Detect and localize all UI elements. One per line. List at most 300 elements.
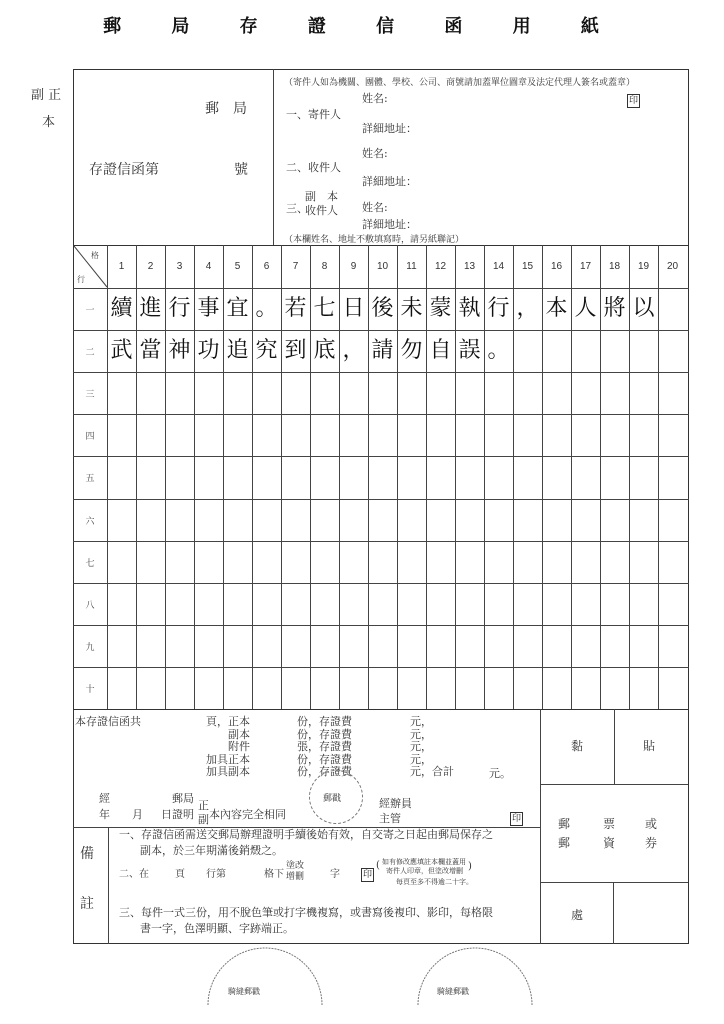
grid-cell[interactable]: 將 (603, 296, 626, 321)
grid-cell[interactable] (223, 547, 252, 577)
grid-cell[interactable] (542, 673, 571, 703)
grid-cell[interactable]: 以 (632, 296, 655, 321)
grid-cell[interactable]: 。 (487, 338, 510, 364)
stamp-text-6: 券 (645, 836, 658, 850)
grid-cell[interactable] (368, 420, 397, 450)
grid-cell[interactable] (223, 420, 252, 450)
grid-cell[interactable] (310, 631, 339, 661)
letter-number-prefix: 存證信函第 (89, 162, 159, 178)
grid-cell[interactable] (484, 378, 513, 408)
grid-cell[interactable] (165, 420, 194, 450)
grid-cell[interactable] (484, 673, 513, 703)
grid-cell[interactable] (542, 631, 571, 661)
grid-cell[interactable] (600, 547, 629, 577)
grid-cell[interactable] (223, 462, 252, 492)
grid-cell[interactable] (339, 547, 368, 577)
grid-cell[interactable] (368, 547, 397, 577)
grid-cell[interactable] (136, 420, 165, 450)
grid-cell[interactable] (194, 631, 223, 661)
grid-cell[interactable]: ， (342, 338, 365, 364)
grid-cell[interactable] (136, 631, 165, 661)
grid-cell[interactable] (542, 589, 571, 619)
grid-cell[interactable] (165, 462, 194, 492)
remark-2-row: 行第 (206, 869, 226, 880)
grid-cell[interactable] (310, 378, 339, 408)
grid-cell[interactable]: 請 (371, 338, 394, 364)
grid-cell[interactable] (252, 378, 281, 408)
remark-2-page: 頁 (175, 869, 185, 880)
grid-cell[interactable] (368, 462, 397, 492)
grid-cell[interactable]: 進 (139, 296, 162, 321)
grid-cell[interactable] (571, 547, 600, 577)
grid-cell[interactable] (165, 631, 194, 661)
grid-cell[interactable] (281, 547, 310, 577)
grid-cell[interactable]: 未 (400, 296, 423, 321)
grid-cell[interactable] (571, 462, 600, 492)
grid-cell[interactable] (600, 631, 629, 661)
grid-cell[interactable] (310, 547, 339, 577)
grid-row-line (73, 414, 689, 415)
grid-cell[interactable] (223, 505, 252, 535)
grid-cell[interactable] (165, 547, 194, 577)
grid-cell[interactable] (542, 420, 571, 450)
grid-cell[interactable] (107, 378, 136, 408)
grid-cell[interactable] (397, 420, 426, 450)
grid-cell[interactable] (600, 673, 629, 703)
grid-cell[interactable] (252, 673, 281, 703)
remark-2-note-3: 每頁至多不得逾二十字。 (396, 878, 473, 886)
grid-cell[interactable] (658, 378, 687, 408)
grid-cell[interactable] (107, 462, 136, 492)
grid-cell[interactable] (600, 505, 629, 535)
grid-cell[interactable] (513, 378, 542, 408)
grid-cell[interactable] (513, 462, 542, 492)
grid-cell[interactable]: 當 (139, 338, 162, 364)
grid-cell[interactable]: 蒙 (429, 296, 452, 321)
grid-cell[interactable]: 武 (110, 338, 133, 364)
grid-cell[interactable] (600, 420, 629, 450)
grid-cell[interactable] (484, 420, 513, 450)
paste-left-label: 黏 (571, 739, 584, 753)
grid-cell[interactable]: 到 (284, 338, 307, 364)
grid-cell[interactable] (455, 631, 484, 661)
letter-number-suffix: 號 (234, 162, 248, 178)
grid-cell[interactable] (455, 462, 484, 492)
grid-cell[interactable] (658, 462, 687, 492)
grid-cell[interactable] (194, 505, 223, 535)
grid-cell[interactable] (455, 505, 484, 535)
column-number: 5 (234, 261, 241, 272)
grid-cell[interactable] (426, 547, 455, 577)
year-label: 年 (99, 808, 110, 821)
grid-cell[interactable] (426, 420, 455, 450)
grid-cell[interactable] (426, 589, 455, 619)
grid-cell[interactable] (629, 631, 658, 661)
grid-cell[interactable] (542, 378, 571, 408)
remark-seal-box[interactable] (361, 862, 374, 882)
copy-recipient-address-field[interactable] (420, 214, 680, 228)
grid-cell[interactable] (397, 505, 426, 535)
column-number: 20 (666, 261, 679, 272)
grid-cell[interactable] (194, 378, 223, 408)
grid-cell[interactable] (542, 547, 571, 577)
grid-cell[interactable] (223, 589, 252, 619)
remark-2-edit-bottom: 增刪 (286, 872, 305, 882)
grid-cell[interactable] (658, 420, 687, 450)
grid-cell[interactable] (281, 505, 310, 535)
summary-fee-unit: 元， (410, 740, 432, 753)
grid-cell[interactable] (107, 673, 136, 703)
grid-cell[interactable] (484, 505, 513, 535)
grid-cell[interactable] (397, 631, 426, 661)
grid-cell[interactable]: 續 (110, 296, 133, 321)
column-number: 4 (205, 261, 212, 272)
stamp-text-4: 郵 (558, 836, 571, 850)
grid-cell[interactable] (571, 673, 600, 703)
stamp-paste-area[interactable] (541, 710, 686, 882)
via-label: 經 (99, 792, 110, 805)
seal-icon: 印 (629, 96, 639, 106)
grid-cell[interactable] (571, 378, 600, 408)
stamp-text-5: 資 (603, 836, 616, 850)
sender-note: （寄件人如為機關、團體、學校、公司、商號請加蓋單位圖章及法定代理人簽名或蓋章） (284, 78, 636, 88)
grid-cell[interactable] (658, 294, 687, 324)
grid-cell[interactable] (629, 673, 658, 703)
grid-cell[interactable] (136, 462, 165, 492)
grid-cell[interactable] (513, 505, 542, 535)
grid-cell[interactable] (600, 589, 629, 619)
grid-cell[interactable] (223, 631, 252, 661)
grid-cell[interactable] (281, 378, 310, 408)
summary-fee-label: 份，存證費 (297, 727, 352, 741)
remark-2-prefix: 二、在 (119, 869, 149, 880)
column-number: 13 (463, 261, 476, 272)
grid-cell[interactable] (484, 462, 513, 492)
grid-cell[interactable] (658, 505, 687, 535)
grid-cell[interactable] (339, 378, 368, 408)
remark-3-line-1: 三、每件一式三份，用不脫色筆或打字機複寫，或書寫後複印、影印，每格限 (119, 906, 493, 919)
copy-recipient-address-label: 詳細地址： (362, 218, 417, 231)
grid-cell[interactable] (223, 378, 252, 408)
grid-row-line (73, 583, 689, 584)
stamp-text-2: 票 (603, 817, 616, 831)
grid-cell[interactable] (194, 420, 223, 450)
grid-cell[interactable]: 行 (487, 296, 510, 321)
grid-cell[interactable]: 追 (226, 338, 249, 364)
grid-cell[interactable] (426, 462, 455, 492)
grid-cell[interactable] (397, 547, 426, 577)
grid-cell[interactable] (513, 631, 542, 661)
grid-cell[interactable] (252, 505, 281, 535)
grid-cell[interactable] (513, 589, 542, 619)
grid-cell[interactable] (571, 589, 600, 619)
grid-cell[interactable] (281, 462, 310, 492)
remarks-label-top: 備 (80, 846, 94, 862)
seam-stamp-right[interactable] (410, 945, 540, 1005)
summary-fee-label: 份，存證費 (297, 765, 352, 778)
grid-cell[interactable] (165, 589, 194, 619)
seal-icon: 印 (512, 814, 522, 824)
grid-cell[interactable]: 宜 (226, 296, 249, 321)
grid-cell[interactable] (136, 505, 165, 535)
grid-cell[interactable]: 後 (371, 296, 394, 321)
copy-recipient-name-field[interactable] (400, 197, 670, 211)
paste-right-label: 貼 (643, 739, 656, 753)
grid-cell[interactable] (600, 462, 629, 492)
grid-cell[interactable] (658, 589, 687, 619)
copy-label: 副 (198, 813, 209, 826)
grid-cell[interactable] (484, 547, 513, 577)
grid-cell[interactable] (281, 589, 310, 619)
grid-cell[interactable] (107, 547, 136, 577)
grid-cell[interactable] (397, 462, 426, 492)
grid-cell[interactable] (339, 505, 368, 535)
grid-cell[interactable]: 若 (284, 296, 307, 321)
grid-cell[interactable] (513, 420, 542, 450)
grid-cell[interactable] (136, 589, 165, 619)
grid-cell[interactable] (165, 673, 194, 703)
grid-cell[interactable] (397, 673, 426, 703)
column-number: 17 (579, 261, 592, 272)
summary-item-label: 附件 (228, 740, 250, 753)
grid-cell[interactable]: ， (516, 296, 539, 321)
column-number: 3 (176, 261, 183, 272)
copy-recipient-prefix: 三、 (286, 202, 308, 215)
sender-address-field[interactable] (420, 118, 680, 132)
grid-cell[interactable] (252, 420, 281, 450)
grid-cell[interactable] (571, 631, 600, 661)
grid-cell[interactable] (310, 462, 339, 492)
place-row-divider (540, 882, 688, 883)
copy-recipient-label-2: 收件人 (305, 204, 338, 217)
grid-cell[interactable] (455, 673, 484, 703)
grid-cell[interactable] (339, 462, 368, 492)
grid-row-line (73, 330, 689, 331)
grid-cell[interactable] (281, 631, 310, 661)
grid-cell[interactable] (194, 547, 223, 577)
grid-cell[interactable] (629, 547, 658, 577)
grid-cell[interactable] (194, 673, 223, 703)
grid-cell[interactable] (629, 505, 658, 535)
summary-item-label: 頁，正本 (206, 715, 250, 728)
sender-name-field[interactable] (400, 88, 620, 102)
grid-cell[interactable] (339, 420, 368, 450)
grid-cell[interactable] (136, 378, 165, 408)
grid-cell[interactable]: 。 (255, 296, 278, 321)
summary-fee-unit: 元， (410, 727, 432, 741)
remark-note-bracket-close: ) (468, 861, 472, 872)
grid-cell[interactable] (310, 420, 339, 450)
grid-cell[interactable]: 七 (313, 296, 336, 321)
grid-cell[interactable] (426, 631, 455, 661)
grid-cell[interactable] (107, 589, 136, 619)
copy-type-label: 副 正 (31, 88, 62, 103)
grid-cell[interactable] (455, 589, 484, 619)
recipient-label: 二、收件人 (286, 161, 341, 174)
grid-cell[interactable] (165, 505, 194, 535)
grid-cell[interactable] (281, 673, 310, 703)
seam-stamp-left-label: 騎縫郵戳 (228, 987, 260, 996)
grid-cell[interactable] (658, 673, 687, 703)
row-label: 二 (85, 348, 95, 359)
grid-cell[interactable] (426, 378, 455, 408)
grid-cell[interactable] (397, 378, 426, 408)
grid-cell[interactable] (513, 547, 542, 577)
column-number: 7 (292, 261, 299, 272)
summary-item-label: 加具正本 (206, 752, 250, 766)
grid-cell[interactable]: 本 (545, 296, 568, 321)
grid-cell[interactable] (600, 378, 629, 408)
recipient-address-field[interactable] (420, 171, 680, 185)
clerk-label: 經辦員 (379, 797, 412, 810)
grid-cell[interactable] (107, 420, 136, 450)
grid-cell[interactable] (339, 589, 368, 619)
column-number: 8 (321, 261, 328, 272)
summary-fee-label: 份，存證費 (297, 715, 352, 728)
grid-cell[interactable]: 誤 (458, 338, 481, 364)
grid-cell[interactable]: 執 (458, 296, 481, 321)
grid-cell[interactable] (542, 462, 571, 492)
grid-cell[interactable] (339, 673, 368, 703)
grid-cell[interactable] (513, 673, 542, 703)
month-label: 月 (132, 808, 143, 821)
remark-1-line-1: 一、存證信函需送交郵局辦理證明手續後始有效，自交寄之日起由郵局保存之 (119, 828, 493, 841)
row-label: 四 (85, 432, 95, 443)
copy-recipient-label-1: 副 本 (305, 190, 338, 203)
grid-cell[interactable] (455, 378, 484, 408)
column-number: 10 (376, 261, 389, 272)
grid-cell[interactable] (223, 673, 252, 703)
grid-cell[interactable] (571, 505, 600, 535)
grid-cell[interactable]: 日 (342, 296, 365, 321)
grid-cell[interactable] (600, 336, 629, 366)
grid-cell[interactable] (368, 378, 397, 408)
grid-cell[interactable] (252, 631, 281, 661)
grid-row-line (73, 667, 689, 668)
post-office-certify-label: 郵局 (172, 792, 194, 805)
grid-cell[interactable] (455, 547, 484, 577)
grid-cell[interactable] (629, 378, 658, 408)
grid-cell[interactable]: 行 (168, 296, 191, 321)
grid-cell[interactable] (368, 505, 397, 535)
grid-cell[interactable] (310, 589, 339, 619)
grid-cell[interactable]: 究 (255, 338, 278, 364)
grid-cell[interactable] (310, 505, 339, 535)
remark-2-cell: 格下 (264, 869, 284, 880)
grid-cell[interactable] (165, 378, 194, 408)
grid-cell[interactable] (426, 673, 455, 703)
grid-cell[interactable] (252, 462, 281, 492)
grid-cell[interactable] (629, 336, 658, 366)
grid-cell[interactable] (571, 336, 600, 366)
grid-cell[interactable] (484, 589, 513, 619)
place-label: 處 (571, 908, 584, 922)
grid-cell[interactable] (310, 673, 339, 703)
column-number: 11 (406, 261, 417, 272)
grid-cell[interactable] (136, 547, 165, 577)
post-office-label: 郵 局 (205, 101, 247, 117)
grid-cell[interactable] (107, 505, 136, 535)
summary-item-label: 副本 (228, 727, 250, 741)
grid-cell[interactable]: 人 (574, 296, 597, 321)
row-label: 八 (85, 600, 95, 611)
seam-stamp-left[interactable] (200, 945, 330, 1005)
grid-cell[interactable] (252, 589, 281, 619)
total-unit: 元。 (489, 767, 511, 780)
grid-cell[interactable]: 事 (197, 296, 220, 321)
remark-2-char: 字 (330, 869, 340, 880)
seam-stamp-right-label: 騎縫郵戳 (437, 987, 469, 996)
grid-cell[interactable] (542, 505, 571, 535)
column-number: 2 (147, 261, 154, 272)
stamp-text-1: 郵 (558, 817, 571, 831)
grid-cell[interactable] (542, 336, 571, 366)
grid-cell[interactable] (658, 547, 687, 577)
grid-cell[interactable] (281, 420, 310, 450)
copy-recipient-name-label: 姓名: (362, 201, 388, 214)
summary-fee-label: 張，存證費 (297, 740, 352, 753)
grid-cell[interactable]: 自 (429, 338, 452, 364)
grid-row-line (73, 372, 689, 373)
grid-cell[interactable] (484, 631, 513, 661)
grid-cell[interactable]: 底 (313, 338, 336, 364)
grid-cell[interactable] (194, 462, 223, 492)
remark-1-line-2: 副本，於三年期滿後銷燬之。 (140, 844, 283, 857)
grid-cell[interactable] (252, 547, 281, 577)
summary-fee-unit: 元，合計 (410, 765, 454, 778)
grid-cell[interactable] (426, 505, 455, 535)
remark-2-note-2: 寄件人印章，但塗改增刪 (386, 867, 463, 875)
grid-cell[interactable] (658, 336, 687, 366)
stamp-text-3: 或 (645, 817, 658, 831)
same-content-label: 本內容完全相同 (209, 808, 286, 821)
summary-fee-unit: 元， (410, 715, 432, 728)
row-label: 三 (85, 390, 95, 401)
grid-cell[interactable] (455, 420, 484, 450)
grid-cell[interactable] (368, 631, 397, 661)
grid-cell[interactable]: 功 (197, 338, 220, 364)
postmark-label: 郵戳 (323, 794, 342, 804)
grid-cell[interactable] (339, 631, 368, 661)
corner-label-row: 行 (77, 275, 85, 284)
grid-row-line (73, 625, 689, 626)
overflow-note: （本欄姓名、地址不敷填寫時，請另紙聯記） (284, 235, 465, 245)
grid-cell[interactable] (629, 589, 658, 619)
letter-grid (73, 245, 689, 710)
grid-cell[interactable] (658, 631, 687, 661)
sender-seal-box[interactable] (627, 88, 640, 108)
grid-cell[interactable] (571, 420, 600, 450)
grid-cell[interactable] (107, 631, 136, 661)
grid-cell[interactable]: 勿 (400, 338, 423, 364)
grid-cell[interactable] (136, 673, 165, 703)
recipient-name-label: 姓名: (362, 147, 388, 160)
clerk-seal-box[interactable] (510, 806, 523, 826)
grid-cell[interactable] (368, 673, 397, 703)
grid-cell[interactable] (368, 589, 397, 619)
grid-cell[interactable] (513, 336, 542, 366)
column-number: 18 (608, 261, 621, 272)
remark-2-note-1: 如有修改應填註本欄並蓋用 (382, 858, 466, 866)
grid-cell[interactable] (397, 589, 426, 619)
grid-cell[interactable] (194, 589, 223, 619)
header-divider (273, 69, 274, 246)
grid-cell[interactable]: 神 (168, 338, 191, 364)
recipient-name-field[interactable] (400, 143, 670, 157)
grid-cell[interactable] (629, 420, 658, 450)
grid-cell[interactable] (629, 462, 658, 492)
copy-type-label-bottom: 本 (42, 115, 56, 130)
